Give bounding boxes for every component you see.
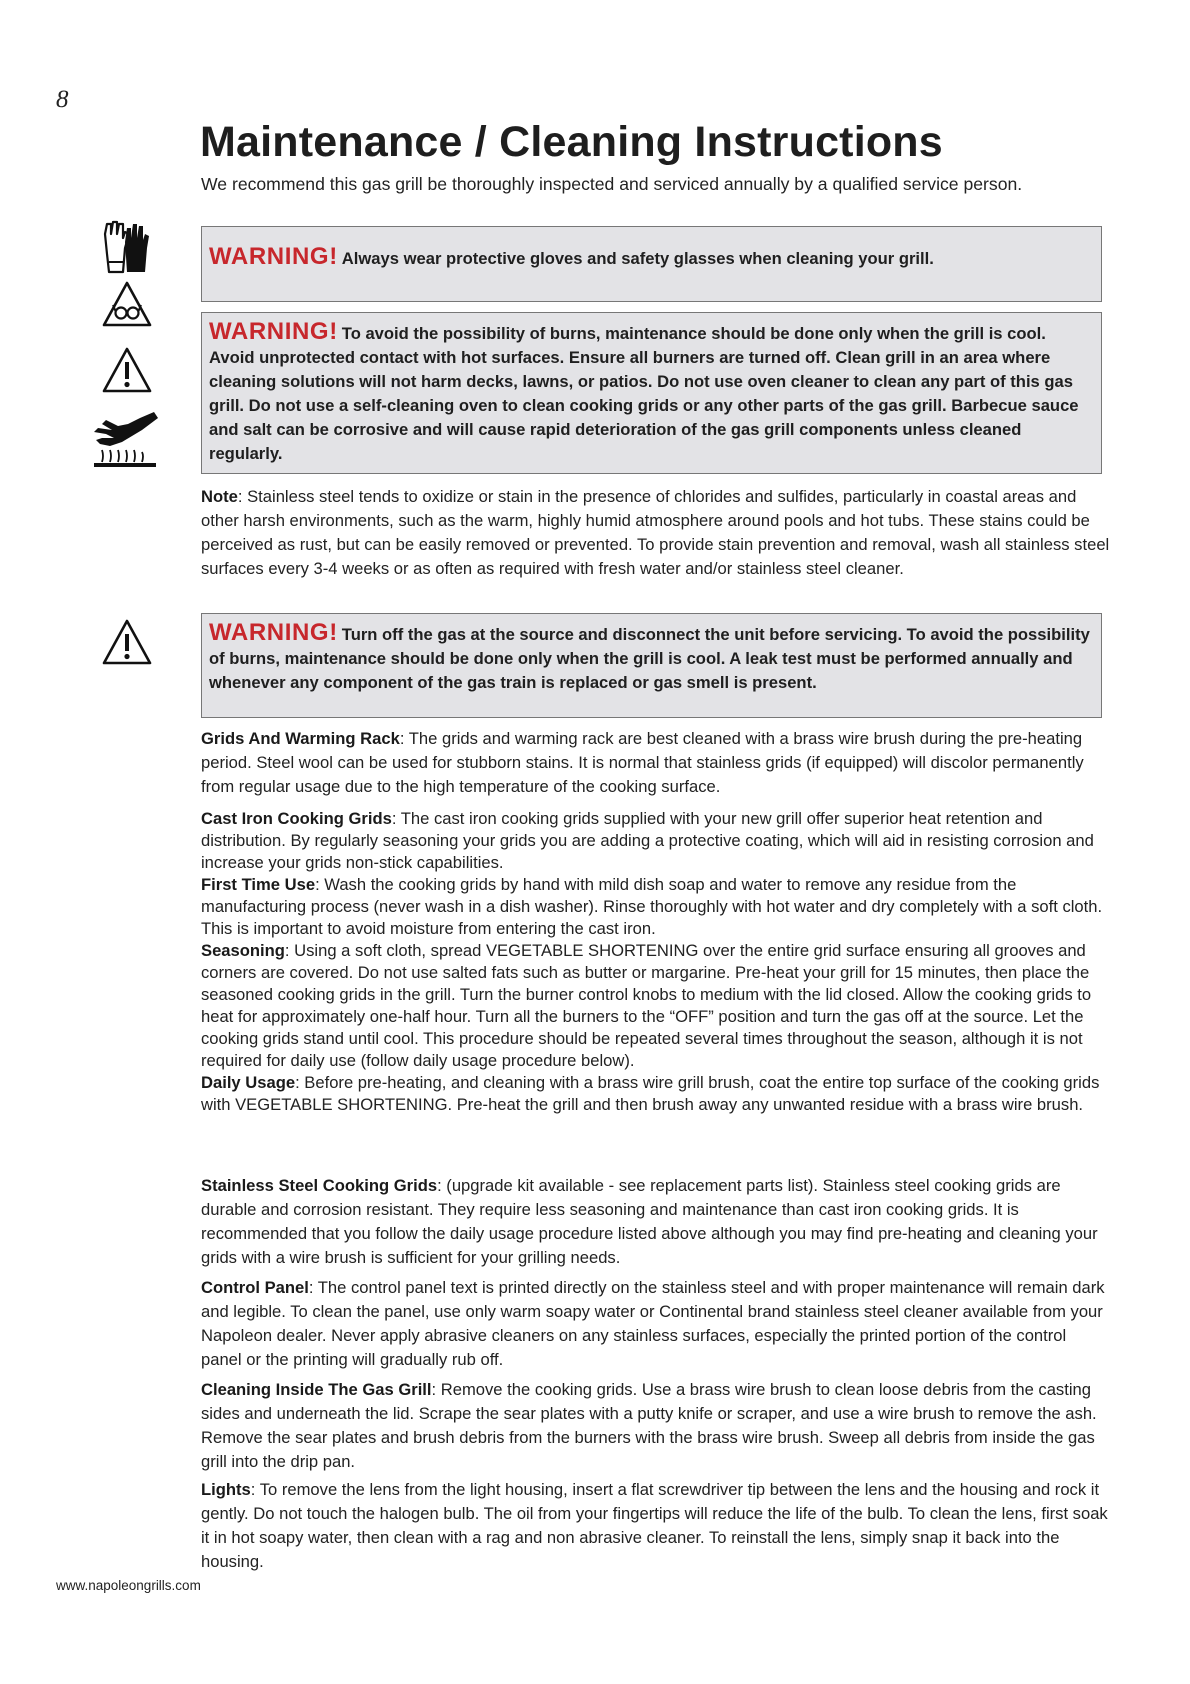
cast-iron-block (201, 808, 1111, 1116)
daily-usage-paragraph (201, 1072, 1111, 1116)
control-panel-text: : The control panel text is printed directly on the stainless steel and with proper maintenance will remain dark and legible. To clean the panel, use only warm soapy water or Continental brand stainless steel cleaner available from your Napoleon dealer. Never apply abrasive cleaners on any stainless surfaces, especially the printed portion of the control panel or the printing will gradually rub off. (201, 1278, 1105, 1369)
first-time-text: : Wash the cooking grids by hand with mild dish soap and water to remove any residue from the manufacturing process (never wash in a dish washer). Rinse thoroughly with hot water and dry completely with a soft cloth. This is important to avoid moisture from entering the cast iron. (201, 875, 1103, 938)
page-title: Maintenance / Cleaning Instructions (200, 118, 943, 166)
stainless-grids-heading: Stainless Steel Cooking Grids (201, 1176, 438, 1195)
note-text: : Stainless steel tends to oxidize or stain in the presence of chlorides and sulfides, particularly in coastal areas and other harsh environments, such as the warm, highly humid atmosphere around pools and hot tubs. These stains could be perceived as rust, but can be easily removed or prevented. To provide stain prevention and removal, wash all stainless steel surfaces every 3-4 weeks or as often as required with fresh water and/or stainless steel cleaner. (201, 487, 1110, 578)
lights-text: : To remove the lens from the light housing, insert a flat screwdriver tip between the lens and the housing and rock it gently. Do not touch the halogen bulb. The oil from your fingertips will reduce the life of the bulb. To clean the lens, first soak it in hot soapy water, then clean with a rag and non abrasive cleaner. To reinstall the lens, simply snap it back into the housing. (201, 1480, 1108, 1571)
cast-iron-text: : The cast iron cooking grids supplied with your new grill offer superior heat retention and distribution. By regularly seasoning your grids you are adding a protective coating, which will aid in resisting corrosion and increase your grids non-stick capabilities. (201, 809, 1094, 872)
safety-glasses-icon (101, 280, 153, 328)
caution-triangle-icon (101, 618, 153, 666)
warning-box-gas (201, 613, 1102, 718)
gloves-icon (101, 218, 153, 276)
seasoning-heading: Seasoning (201, 941, 285, 960)
stainless-grids-paragraph (201, 1174, 1111, 1270)
seasoning-text: : Using a soft cloth, spread VEGETABLE SHORTENING over the entire grid surface ensuring all grooves and corners are covered. Do not use salted fats such as butter or margarine. Pre-heat your grill for 15 minutes, then place the seasoned cooking grids in the grill. Turn the burner control knobs to medium with the lid closed. Allow the cooking grids to heat for approximately one-half hour. Turn all the burners to the “OFF” position and turn the gas off at the source. Let the cooking grids stand until cool. This procedure should be repeated several times throughout the season, although it is not required for daily use (follow daily usage procedure below). (201, 941, 1092, 1070)
warning-box-burns (201, 312, 1102, 474)
lights-paragraph (201, 1478, 1111, 1574)
control-panel-heading: Control Panel (201, 1278, 309, 1297)
daily-usage-heading: Daily Usage (201, 1073, 296, 1092)
footer-url[interactable]: www.napoleongrills.com (56, 1578, 201, 1593)
grids-warming-heading: Grids And Warming Rack (201, 729, 400, 748)
lights-heading: Lights (201, 1480, 251, 1499)
page-number: 8 (56, 86, 69, 113)
stainless-grids-text: : (upgrade kit available - see replacement parts list). Stainless steel cooking grids are durable and corrosion resistant. They require less seasoning and maintenance than cast iron cooking grids. It is recommended that you follow the daily usage procedure listed above although you may find pre-heating and cleaning your grids with a wire brush is sufficient for your grilling needs. (201, 1176, 1098, 1267)
grids-warming-paragraph (201, 727, 1111, 799)
note-paragraph (201, 485, 1111, 581)
warning-text: Turn off the gas at the source and disconnect the unit before servicing. To avoid the possibility of burns, maintenance should be done only when the grill is cool. A leak test must be performed annually and whenever any component of the gas train is replaced or gas smell is present. (209, 625, 1090, 692)
cast-iron-heading: Cast Iron Cooking Grids (201, 809, 392, 828)
warning-text: Always wear protective gloves and safety glasses when cleaning your grill. (341, 249, 934, 268)
note-heading: Note (201, 487, 238, 506)
cleaning-inside-paragraph (201, 1378, 1111, 1474)
hot-surface-icon (92, 410, 162, 468)
daily-usage-text: : Before pre-heating, and cleaning with a brass wire grill brush, coat the entire top surface of the cooking grids with VEGETABLE SHORTENING. Pre-heat the grill and then brush away any unwanted residue with a brass wire brush. (201, 1073, 1100, 1114)
warning-label: WARNING! (209, 619, 338, 646)
grids-warming-text: : The grids and warming rack are best cleaned with a brass wire brush during the pre-heating period. Steel wool can be used for stubborn stains. It is normal that stainless grids (if equipped) will discolor permanently from regular usage due to the high temperature of the cooking surface. (201, 729, 1084, 796)
cleaning-inside-heading: Cleaning Inside The Gas Grill (201, 1380, 432, 1399)
cast-iron-paragraph (201, 808, 1111, 874)
page-subtitle: We recommend this gas grill be thoroughly inspected and serviced annually by a qualified service person. (201, 174, 1023, 194)
control-panel-paragraph (201, 1276, 1111, 1372)
cleaning-inside-text: : Remove the cooking grids. Use a brass wire brush to clean loose debris from the casting sides and underneath the lid. Scrape the sear plates with a putty knife or scraper, and use a wire brush to remove the ash. Remove the sear plates and brush debris from the burners with the brass wire brush. Sweep all debris from inside the gas grill into the drip pan. (201, 1380, 1097, 1471)
first-time-paragraph (201, 874, 1111, 940)
first-time-heading: First Time Use (201, 875, 316, 894)
warning-label: WARNING! (209, 243, 338, 270)
warning-box-protective (201, 226, 1102, 302)
warning-text: To avoid the possibility of burns, maintenance should be done only when the grill is cool. Avoid unprotected contact with hot surfaces. Ensure all burners are turned off. Clean grill in an area where cleaning solutions will not harm decks, lawns, or patios. Do not use oven cleaner to clean any part of this gas grill. Do not use a self-cleaning oven to clean cooking grids or any other parts of the gas grill. Barbecue sauce and salt can be corrosive and will cause rapid deterioration of the gas grill components unless cleaned regularly. (209, 324, 1079, 463)
caution-triangle-icon (101, 346, 153, 394)
seasoning-paragraph (201, 940, 1111, 1072)
warning-label: WARNING! (209, 318, 338, 345)
